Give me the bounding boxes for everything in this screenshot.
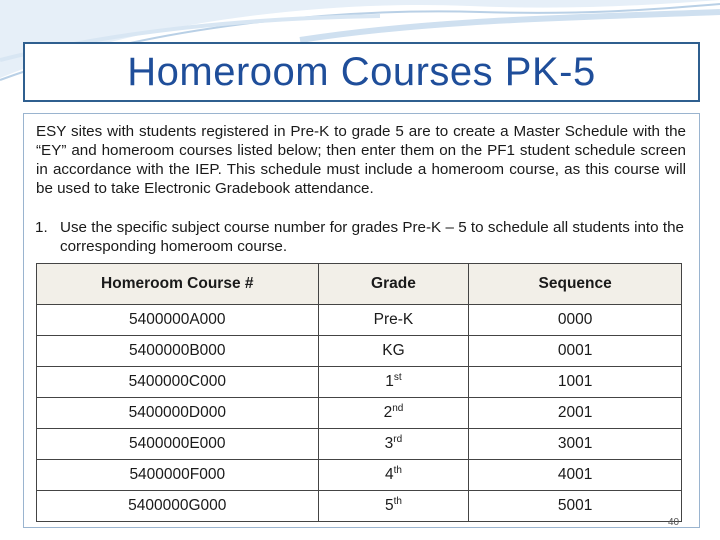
page-number: 40 [668, 517, 680, 528]
table-row [37, 491, 682, 522]
sequence-cell: 4001 [469, 460, 682, 491]
header-sequence: Sequence [469, 264, 682, 305]
grade-cell: 5th [318, 491, 469, 522]
grade-cell: 2nd [318, 398, 469, 429]
title-box [23, 42, 700, 102]
sequence-cell: 3001 [469, 429, 682, 460]
course-cell: 5400000C000 [37, 367, 319, 398]
grade-cell: 1st [318, 367, 469, 398]
sequence-cell: 1001 [469, 367, 682, 398]
course-cell: 5400000F000 [37, 460, 319, 491]
table-header-row [37, 264, 682, 305]
slide-title: Homeroom Courses PK-5 [127, 49, 596, 94]
table-row [37, 336, 682, 367]
table-row [37, 429, 682, 460]
step-1 [35, 218, 684, 256]
sequence-cell: 0001 [469, 336, 682, 367]
table-row [37, 367, 682, 398]
grade-cell: Pre-K [318, 305, 469, 336]
header-grade: Grade [318, 264, 469, 305]
course-cell: 5400000B000 [37, 336, 319, 367]
homeroom-table [36, 263, 682, 522]
sequence-cell: 5001 [469, 491, 682, 522]
intro-paragraph: ESY sites with students registered in Pre-K to grade 5 are to create a Master Schedule with the “EY” and homeroom courses listed below; then enter them on the PF1 student schedule screen in accordance with the IEP. This schedule must include a homeroom course, as this course will be used to take Electronic Gradebook attendance. [36, 123, 686, 197]
table-row [37, 305, 682, 336]
sequence-cell: 2001 [469, 398, 682, 429]
grade-cell: 4th [318, 460, 469, 491]
header-course: Homeroom Course # [37, 264, 319, 305]
table-row [37, 460, 682, 491]
step-number: 1. [35, 219, 48, 236]
course-cell: 5400000G000 [37, 491, 319, 522]
table-row [37, 398, 682, 429]
step-text: Use the specific subject course number for grades Pre-K – 5 to schedule all students into the corresponding homeroom course. [60, 219, 684, 255]
grade-cell: 3rd [318, 429, 469, 460]
sequence-cell: 0000 [469, 305, 682, 336]
course-cell: 5400000A000 [37, 305, 319, 336]
course-cell: 5400000E000 [37, 429, 319, 460]
course-cell: 5400000D000 [37, 398, 319, 429]
grade-cell: KG [318, 336, 469, 367]
